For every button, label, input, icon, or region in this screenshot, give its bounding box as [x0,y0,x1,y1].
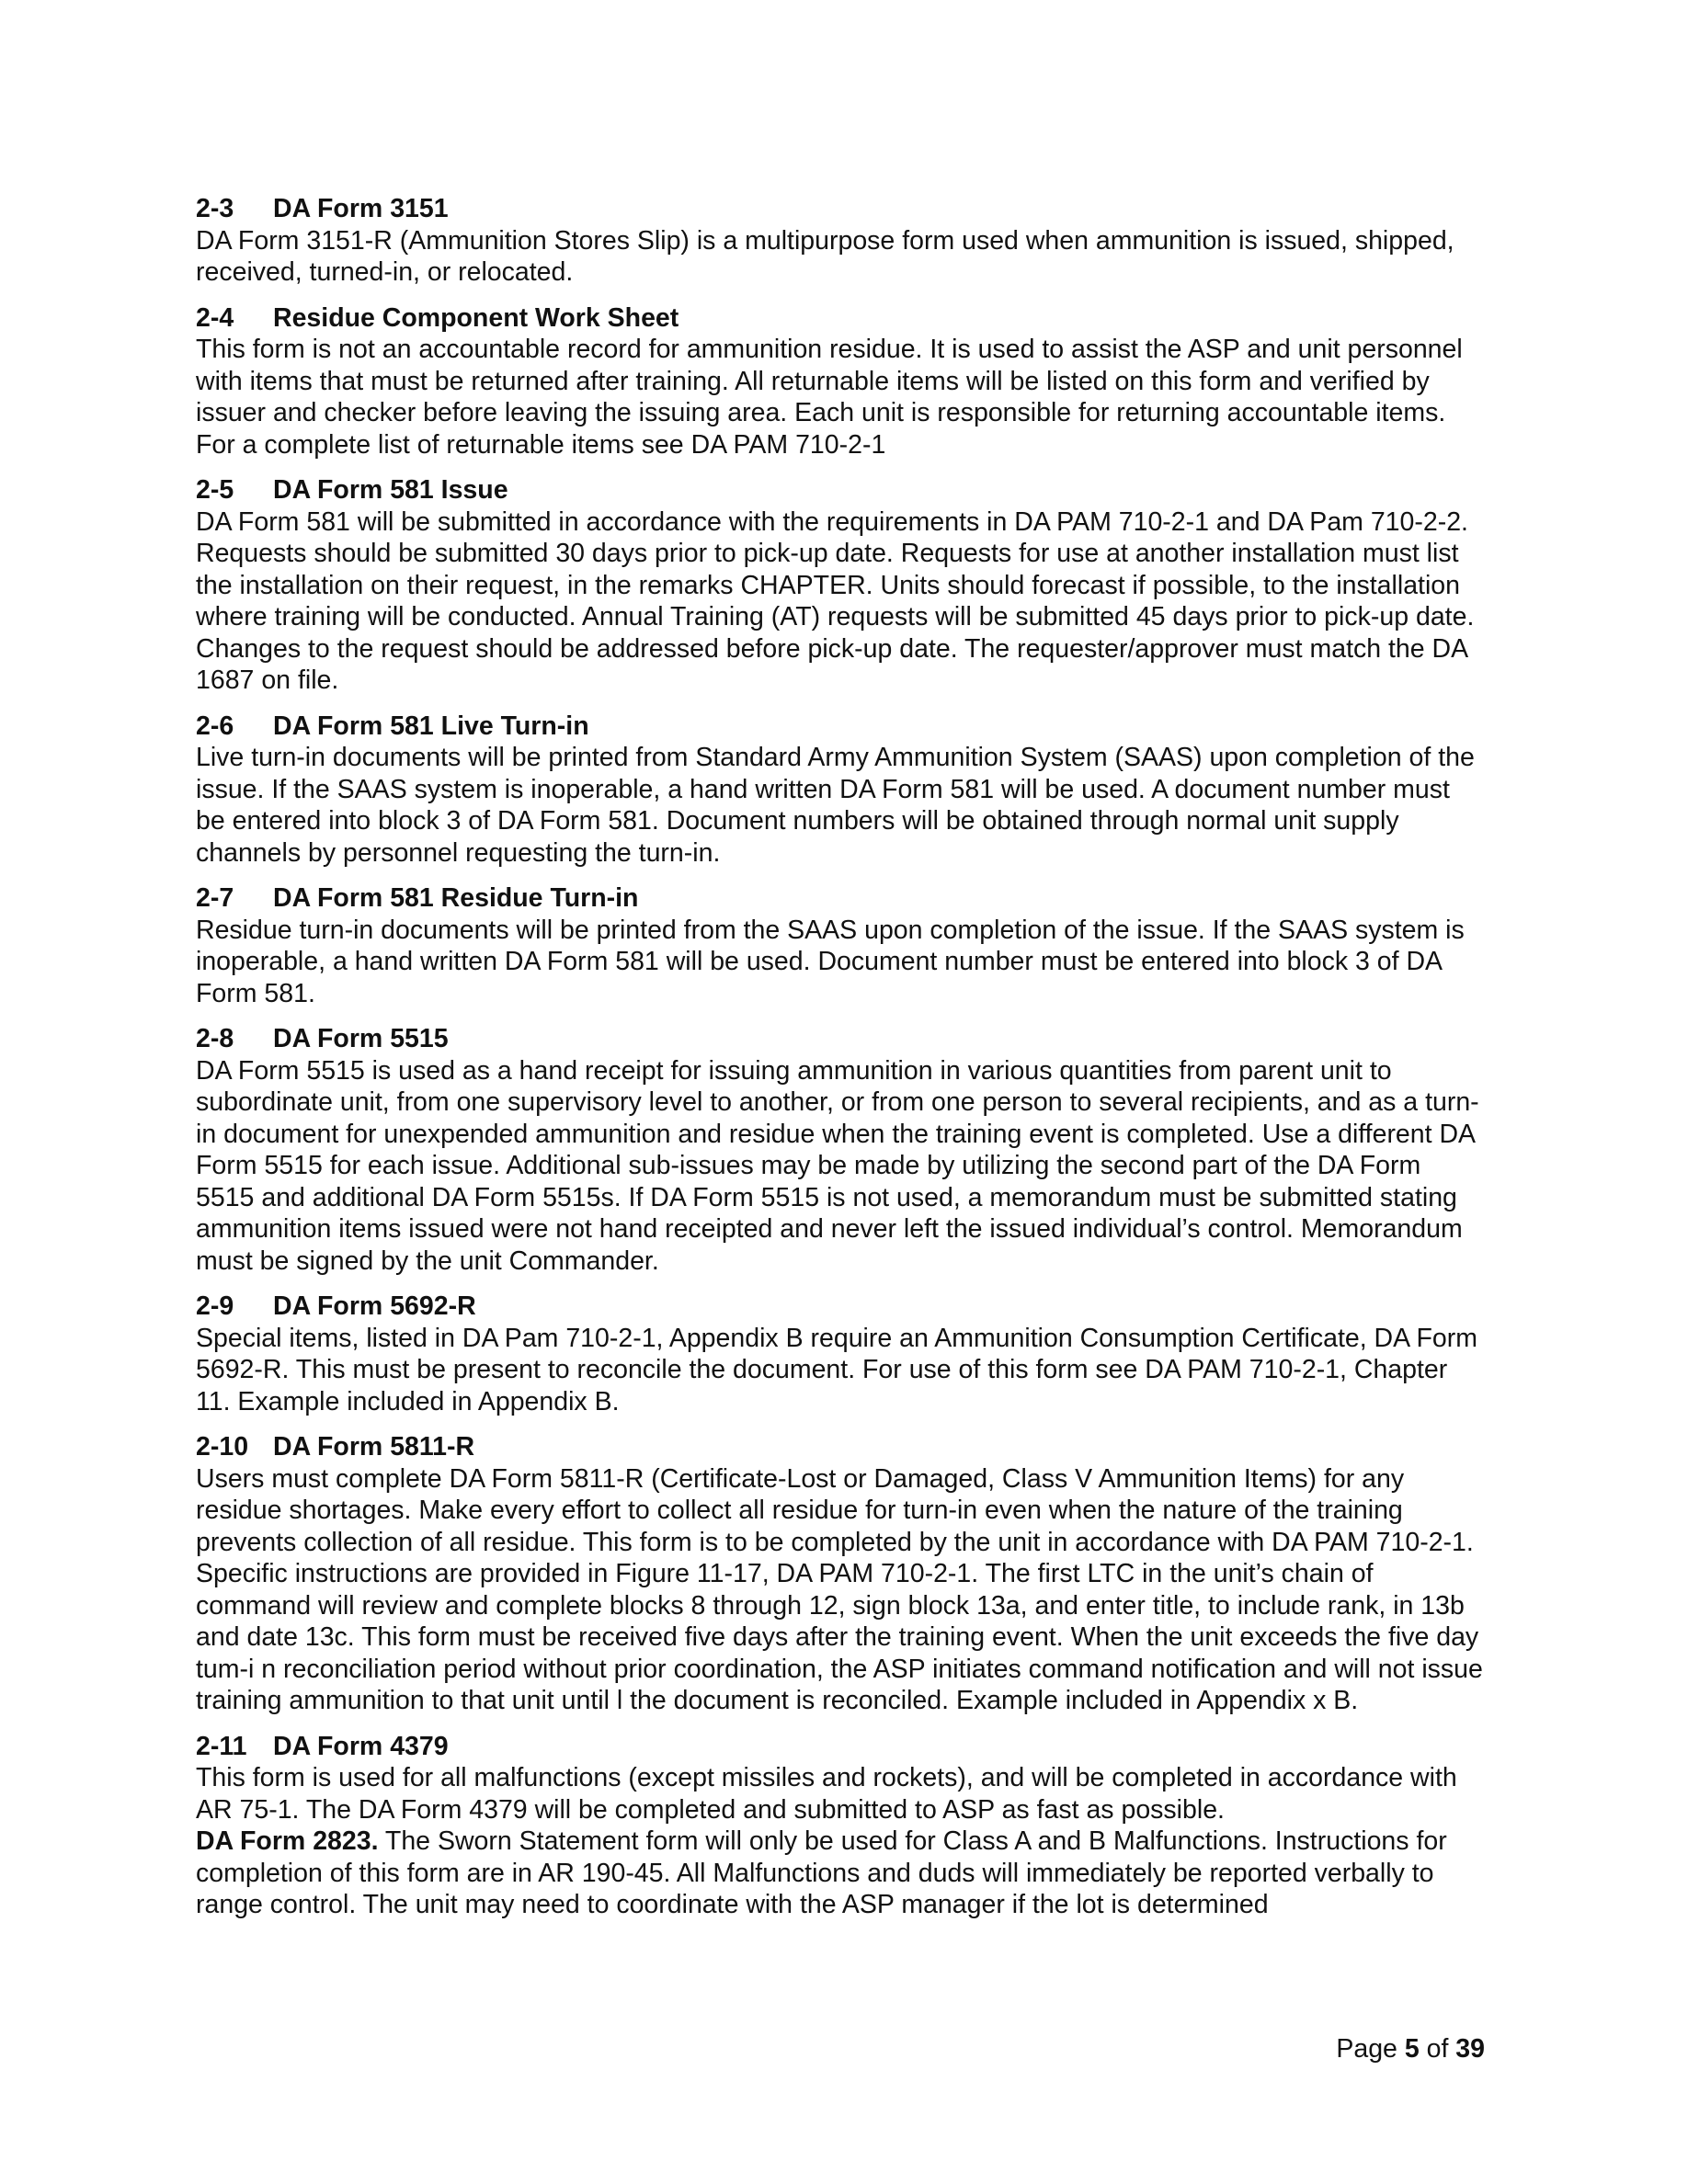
section-body: This form is not an accountable record for ammunition residue. It is used to assist the ASP and unit personnel with items that must be returned after training. All returnable items will be listed on this form and verified by issuer and checker before leaving the issuing area. Each unit is responsible for returning accountable items. For a complete list of returnable items see DA PAM 710-2-1 [196,335,1463,460]
page-total: 39 [1455,2034,1485,2064]
section-title: DA Form 5692-R [273,1291,476,1321]
page-prefix: Page [1336,2034,1405,2064]
section-heading [196,1023,1485,1055]
section-number: 2-4 [196,302,234,333]
section-heading [196,711,1485,743]
section-title: DA Form 581 Live Turn-in [273,711,589,741]
section-2-11 [196,1731,1485,1921]
section-heading [196,1731,1485,1763]
section-body: Live turn-in documents will be printed from Standard Army Ammunition System (SAAS) upon completion of the issue. If the SAAS system is inoperable, a hand written DA Form 581 will be used. A document number must be entered into block 3 of DA Form 581. Document numbers will be obtained through normal unit supply channels by personnel requesting the turn-in. [196,743,1475,868]
section-2-7 [196,882,1485,1009]
da-form-2823-text: The Sworn Statement form will only be used for Class A and B Malfunctions. Instructions for completion of this form are in AR 190-45. All Malfunctions and duds will immediately be reported verbally to range control. The unit may need to coordinate with the ASP manager if the lot is determined [196,1826,1447,1919]
section-body: DA Form 5515 is used as a hand receipt for issuing ammunition in various quantities from parent unit to subordinate unit, from one supervisory level to another, or from one person to several recipients, and as a turn-in document for unexpended ammunition and residue when the training event is completed. Use a different DA Form 5515 for each issue. Additional sub-issues may be made by utilizing the second part of the DA Form 5515 and additional DA Form 5515s. If DA Form 5515 is not used, a memorandum must be submitted stating ammunition items issued were not hand receipted and never left the issued individual’s control. Memorandum must be signed by the unit Commander. [196,1055,1479,1276]
document-page [196,193,1485,1935]
section-number: 2-6 [196,711,234,741]
section-title: DA Form 3151 [273,194,449,223]
section-2-6 [196,711,1485,870]
section-body: Special items, listed in DA Pam 710-2-1, Appendix B require an Ammunition Consumption Certificate, DA Form 5692-R. This must be present to reconcile the document. For use of this form see DA PAM 710-2-1, Chapter 11. Example included in Appendix B. [196,1323,1477,1416]
page-number [1336,2034,1485,2065]
section-heading [196,193,1485,225]
section-body: Residue turn-in documents will be printed from the SAAS upon completion of the issue. If the SAAS system is inoperable, a hand written DA Form 581 will be used. Document number must be entered into block 3 of DA Form 581. [196,915,1465,1008]
section-2-9 [196,1291,1485,1417]
section-heading [196,302,1485,335]
section-body: DA Form 581 will be submitted in accordance with the requirements in DA PAM 710-2-1 and DA Pam 710-2-2. Requests should be submitted 30 days prior to pick-up date. Requests for use at another installation must list the installation on their request, in the remarks CHAPTER. Units should forecast if possible, to the installation where training will be conducted. Annual Training (AT) requests will be submitted 45 days prior to pick-up date. Changes to the request should be addressed before pick-up date. The requester/approver must match the DA 1687 on file. [196,506,1475,695]
da-form-2823-paragraph [196,1826,1485,1921]
section-title: DA Form 4379 [273,1731,449,1761]
section-heading [196,1431,1485,1463]
section-body: This form is used for all malfunctions (except missiles and rockets), and will be completed in accordance with AR 75-1. The DA Form 4379 will be completed and submitted to ASP as fast as possible. [196,1763,1457,1825]
section-2-5 [196,474,1485,697]
section-number: 2-3 [196,194,234,223]
section-body: DA Form 3151-R (Ammunition Stores Slip) is a multipurpose form used when ammunition is issued, shipped, received, turned-in, or relocated. [196,225,1454,287]
section-number: 2-9 [196,1291,234,1321]
section-title: DA Form 581 Residue Turn-in [273,883,639,913]
section-title: Residue Component Work Sheet [273,302,679,333]
section-number: 2-5 [196,475,234,505]
page-current: 5 [1404,2034,1420,2064]
page-separator: of [1419,2034,1456,2064]
section-number: 2-11 [196,1731,247,1761]
section-heading [196,474,1485,506]
section-number: 2-7 [196,883,234,913]
section-number: 2-8 [196,1024,234,1053]
da-form-2823-label: DA Form 2823. [196,1826,379,1856]
section-2-8 [196,1023,1485,1277]
section-title: DA Form 5811-R [273,1432,475,1462]
section-2-10 [196,1431,1485,1717]
section-title: DA Form 5515 [273,1024,449,1053]
section-title: DA Form 581 Issue [273,475,508,505]
section-heading [196,882,1485,915]
section-2-3 [196,193,1485,289]
section-2-4 [196,302,1485,461]
section-heading [196,1291,1485,1323]
section-number: 2-10 [196,1432,249,1462]
section-body: Users must complete DA Form 5811-R (Certificate-Lost or Damaged, Class V Ammunition Items) for any residue shortages. Make every effort to collect all residue for turn-in even when the nature of the training prevents collection of all residue. This form is to be completed by the unit in accordance with DA PAM 710-2-1. Specific instructions are provided in Figure 11-17, DA PAM 710-2-1. The first LTC in the unit’s chain of command will review and complete blocks 8 through 12, sign block 13a, and enter title, to include rank, in 13b and date 13c. This form must be received five days after the training event. When the unit exceeds the five day tum-i n reconciliation period without prior coordination, the ASP initiates command notification and will not issue training ammunition to that unit until l the document is reconciled. Example included in Appendix x B. [196,1463,1483,1715]
